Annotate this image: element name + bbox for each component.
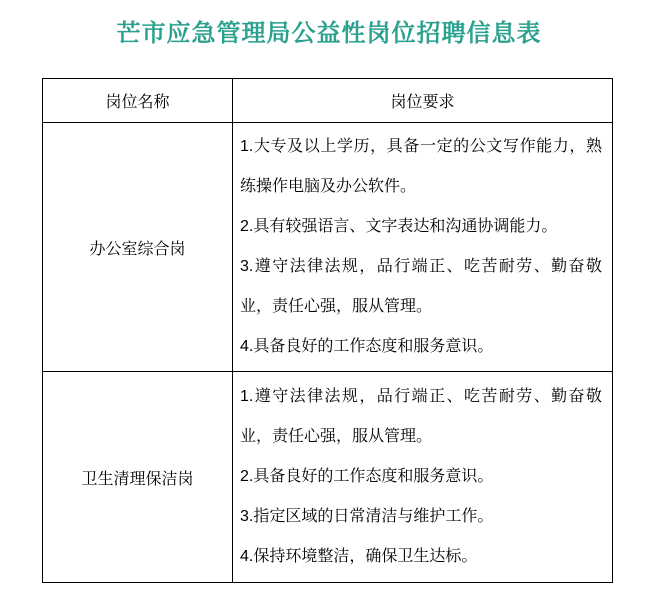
table-row-office bbox=[43, 123, 613, 372]
requirements-cell-office bbox=[233, 123, 613, 372]
requirement-item: 3.指定区域的日常清洁与维护工作。 bbox=[240, 508, 494, 525]
column-header-position: 岗位名称 bbox=[43, 79, 233, 123]
requirement-item: 2.具有较强语言、文字表达和沟通协调能力。 bbox=[240, 218, 558, 235]
requirements-cell-cleaning bbox=[233, 372, 613, 583]
column-header-requirements: 岗位要求 bbox=[233, 79, 613, 123]
position-name-cleaning: 卫生清理保洁岗 bbox=[43, 372, 233, 583]
requirement-item: 4.具备良好的工作态度和服务意识。 bbox=[240, 338, 494, 355]
table-header-row bbox=[43, 79, 613, 123]
requirement-item: 1.遵守法律法规，品行端正、吃苦耐劳、勤奋敬业，责任心强，服从管理。 bbox=[240, 388, 602, 445]
recruitment-table bbox=[42, 78, 613, 583]
requirement-item: 1.大专及以上学历，具备一定的公文写作能力，熟练操作电脑及办公软件。 bbox=[240, 138, 602, 195]
requirement-item: 3.遵守法律法规，品行端正、吃苦耐劳、勤奋敬业，责任心强，服从管理。 bbox=[240, 258, 602, 315]
position-name-office: 办公室综合岗 bbox=[43, 123, 233, 372]
table-row-cleaning bbox=[43, 372, 613, 583]
page-title: 芒市应急管理局公益性岗位招聘信息表 bbox=[116, 20, 542, 47]
requirement-item: 2.具备良好的工作态度和服务意识。 bbox=[240, 468, 494, 485]
requirement-item: 4.保持环境整洁，确保卫生达标。 bbox=[240, 548, 478, 565]
